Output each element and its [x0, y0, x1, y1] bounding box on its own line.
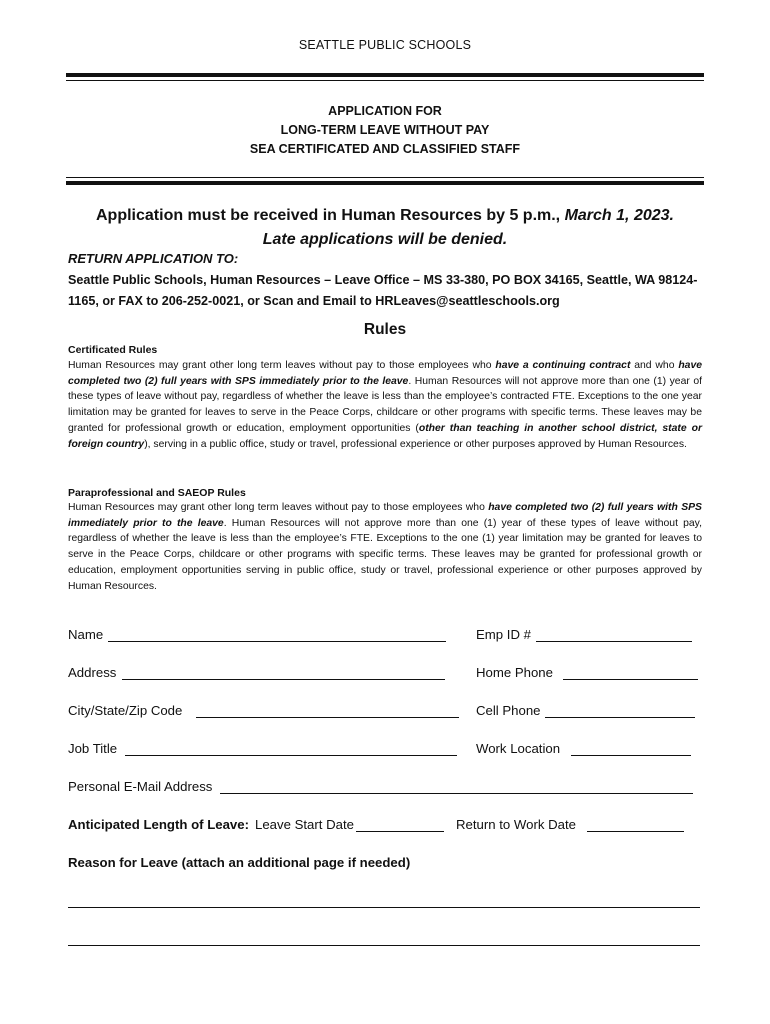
- deadline-notice: [0, 207, 770, 225]
- reason-line-1[interactable]: [68, 907, 700, 908]
- cert-emphasis-3: other than teaching in another school district, state or foreign country: [68, 422, 702, 450]
- leave-start-date-label: Leave Start Date: [255, 817, 354, 832]
- work-location-label: Work Location: [476, 741, 561, 756]
- certificated-rules-text: [68, 358, 702, 452]
- home-phone-field[interactable]: [563, 679, 698, 680]
- cert-text-1: Human Resources may grant other long term leaves without pay to those employees who: [68, 360, 496, 371]
- email-field[interactable]: [220, 793, 693, 794]
- para-text-1: Human Resources may grant other long term leaves without pay to those employees who: [68, 502, 489, 513]
- cert-emphasis-1: have a continuing contract: [495, 360, 631, 371]
- organization-header: SEATTLE PUBLIC SCHOOLS: [298, 38, 472, 52]
- title-line-3: SEA CERTIFICATED AND CLASSIFIED STAFF: [249, 142, 521, 156]
- paraprofessional-rules-heading: Paraprofessional and SAEOP Rules: [68, 487, 246, 499]
- cell-phone-label: Cell Phone: [476, 703, 541, 718]
- address-label: Address: [68, 665, 117, 680]
- cert-text-4: ), serving in a public office, study or travel, professional experience or other purposes approved by Human Resources.: [144, 438, 687, 450]
- rules-heading: Rules: [363, 321, 407, 338]
- leave-start-date-field[interactable]: [356, 831, 444, 832]
- anticipated-length-label: Anticipated Length of Leave:: [68, 817, 249, 832]
- city-state-zip-label: City/State/Zip Code: [68, 703, 183, 718]
- title-line-2: LONG-TERM LEAVE WITHOUT PAY: [280, 123, 490, 137]
- return-to-work-date-field[interactable]: [587, 831, 684, 832]
- cell-phone-field[interactable]: [545, 717, 695, 718]
- address-field[interactable]: [122, 679, 445, 680]
- deadline-date: March 1, 2023.: [564, 207, 674, 224]
- cert-text-3: . Human Resources will not approve more than one (1) year of these types of leave without pay, regardless of whether the leave is less than the employee’s contracted FTE. Exceptions to the one year limitation may be granted for leaves to serve in the Peace Corps, childcare or other programs with specific terms. These leaves may be granted for professional growth or education, employment opportunities (: [68, 375, 702, 434]
- reason-for-leave-label: Reason for Leave (attach an additional page if needed): [68, 855, 411, 870]
- emp-id-label: Emp ID #: [476, 627, 531, 642]
- cert-emphasis-2: have completed two (2) full years with SPS immediately prior to the leave: [68, 360, 703, 387]
- name-label: Name: [68, 627, 104, 642]
- cert-text-2: and who: [630, 360, 679, 371]
- paraprofessional-rules-text: [68, 500, 702, 594]
- emp-id-field[interactable]: [536, 641, 692, 642]
- city-state-zip-field[interactable]: [196, 717, 459, 718]
- para-text-2: . Human Resources will not approve more than one (1) year of these types of leave without pay, regardless of whether the leave is less than the employee’s FTE. Exceptions to the one (1) year limitation may be granted for leaves to serve in the Peace Corps, childcare or other programs with specific terms. These leaves may be granted for professional growth or education, employment opportunities serving in public office, study or travel, professional experience or other purposes approved by Human Resources.: [68, 517, 702, 592]
- return-to-work-date-label: Return to Work Date: [456, 817, 576, 832]
- job-title-field[interactable]: [125, 755, 457, 756]
- certificated-rules-heading: Certificated Rules: [68, 344, 158, 356]
- deadline-text: Application must be received in Human Resources by 5 p.m.,: [96, 207, 565, 224]
- email-label: Personal E-Mail Address: [68, 779, 213, 794]
- title-line-1: APPLICATION FOR: [328, 104, 442, 118]
- name-field[interactable]: [108, 641, 446, 642]
- late-applications-notice: Late applications will be denied.: [262, 231, 508, 248]
- return-address: Seattle Public Schools, Human Resources – Leave Office – MS 33-380, PO BOX 34165, Seattle, WA 98124-1165, or FAX to 206-252-0021, or Scan and Email to HRLeaves@seattleschools.org: [68, 273, 698, 308]
- divider-bottom-thin: [66, 177, 704, 178]
- reason-line-2[interactable]: [68, 945, 700, 946]
- divider-bottom-thick: [66, 181, 704, 185]
- para-emphasis-1: have completed two (2) full years with SPS immediately prior to the leave: [68, 502, 702, 529]
- return-heading: RETURN APPLICATION TO:: [68, 251, 239, 266]
- work-location-field[interactable]: [571, 755, 691, 756]
- divider-top-thin: [66, 80, 704, 81]
- home-phone-label: Home Phone: [476, 665, 553, 680]
- divider-top-thick: [66, 73, 704, 77]
- job-title-label: Job Title: [68, 741, 118, 756]
